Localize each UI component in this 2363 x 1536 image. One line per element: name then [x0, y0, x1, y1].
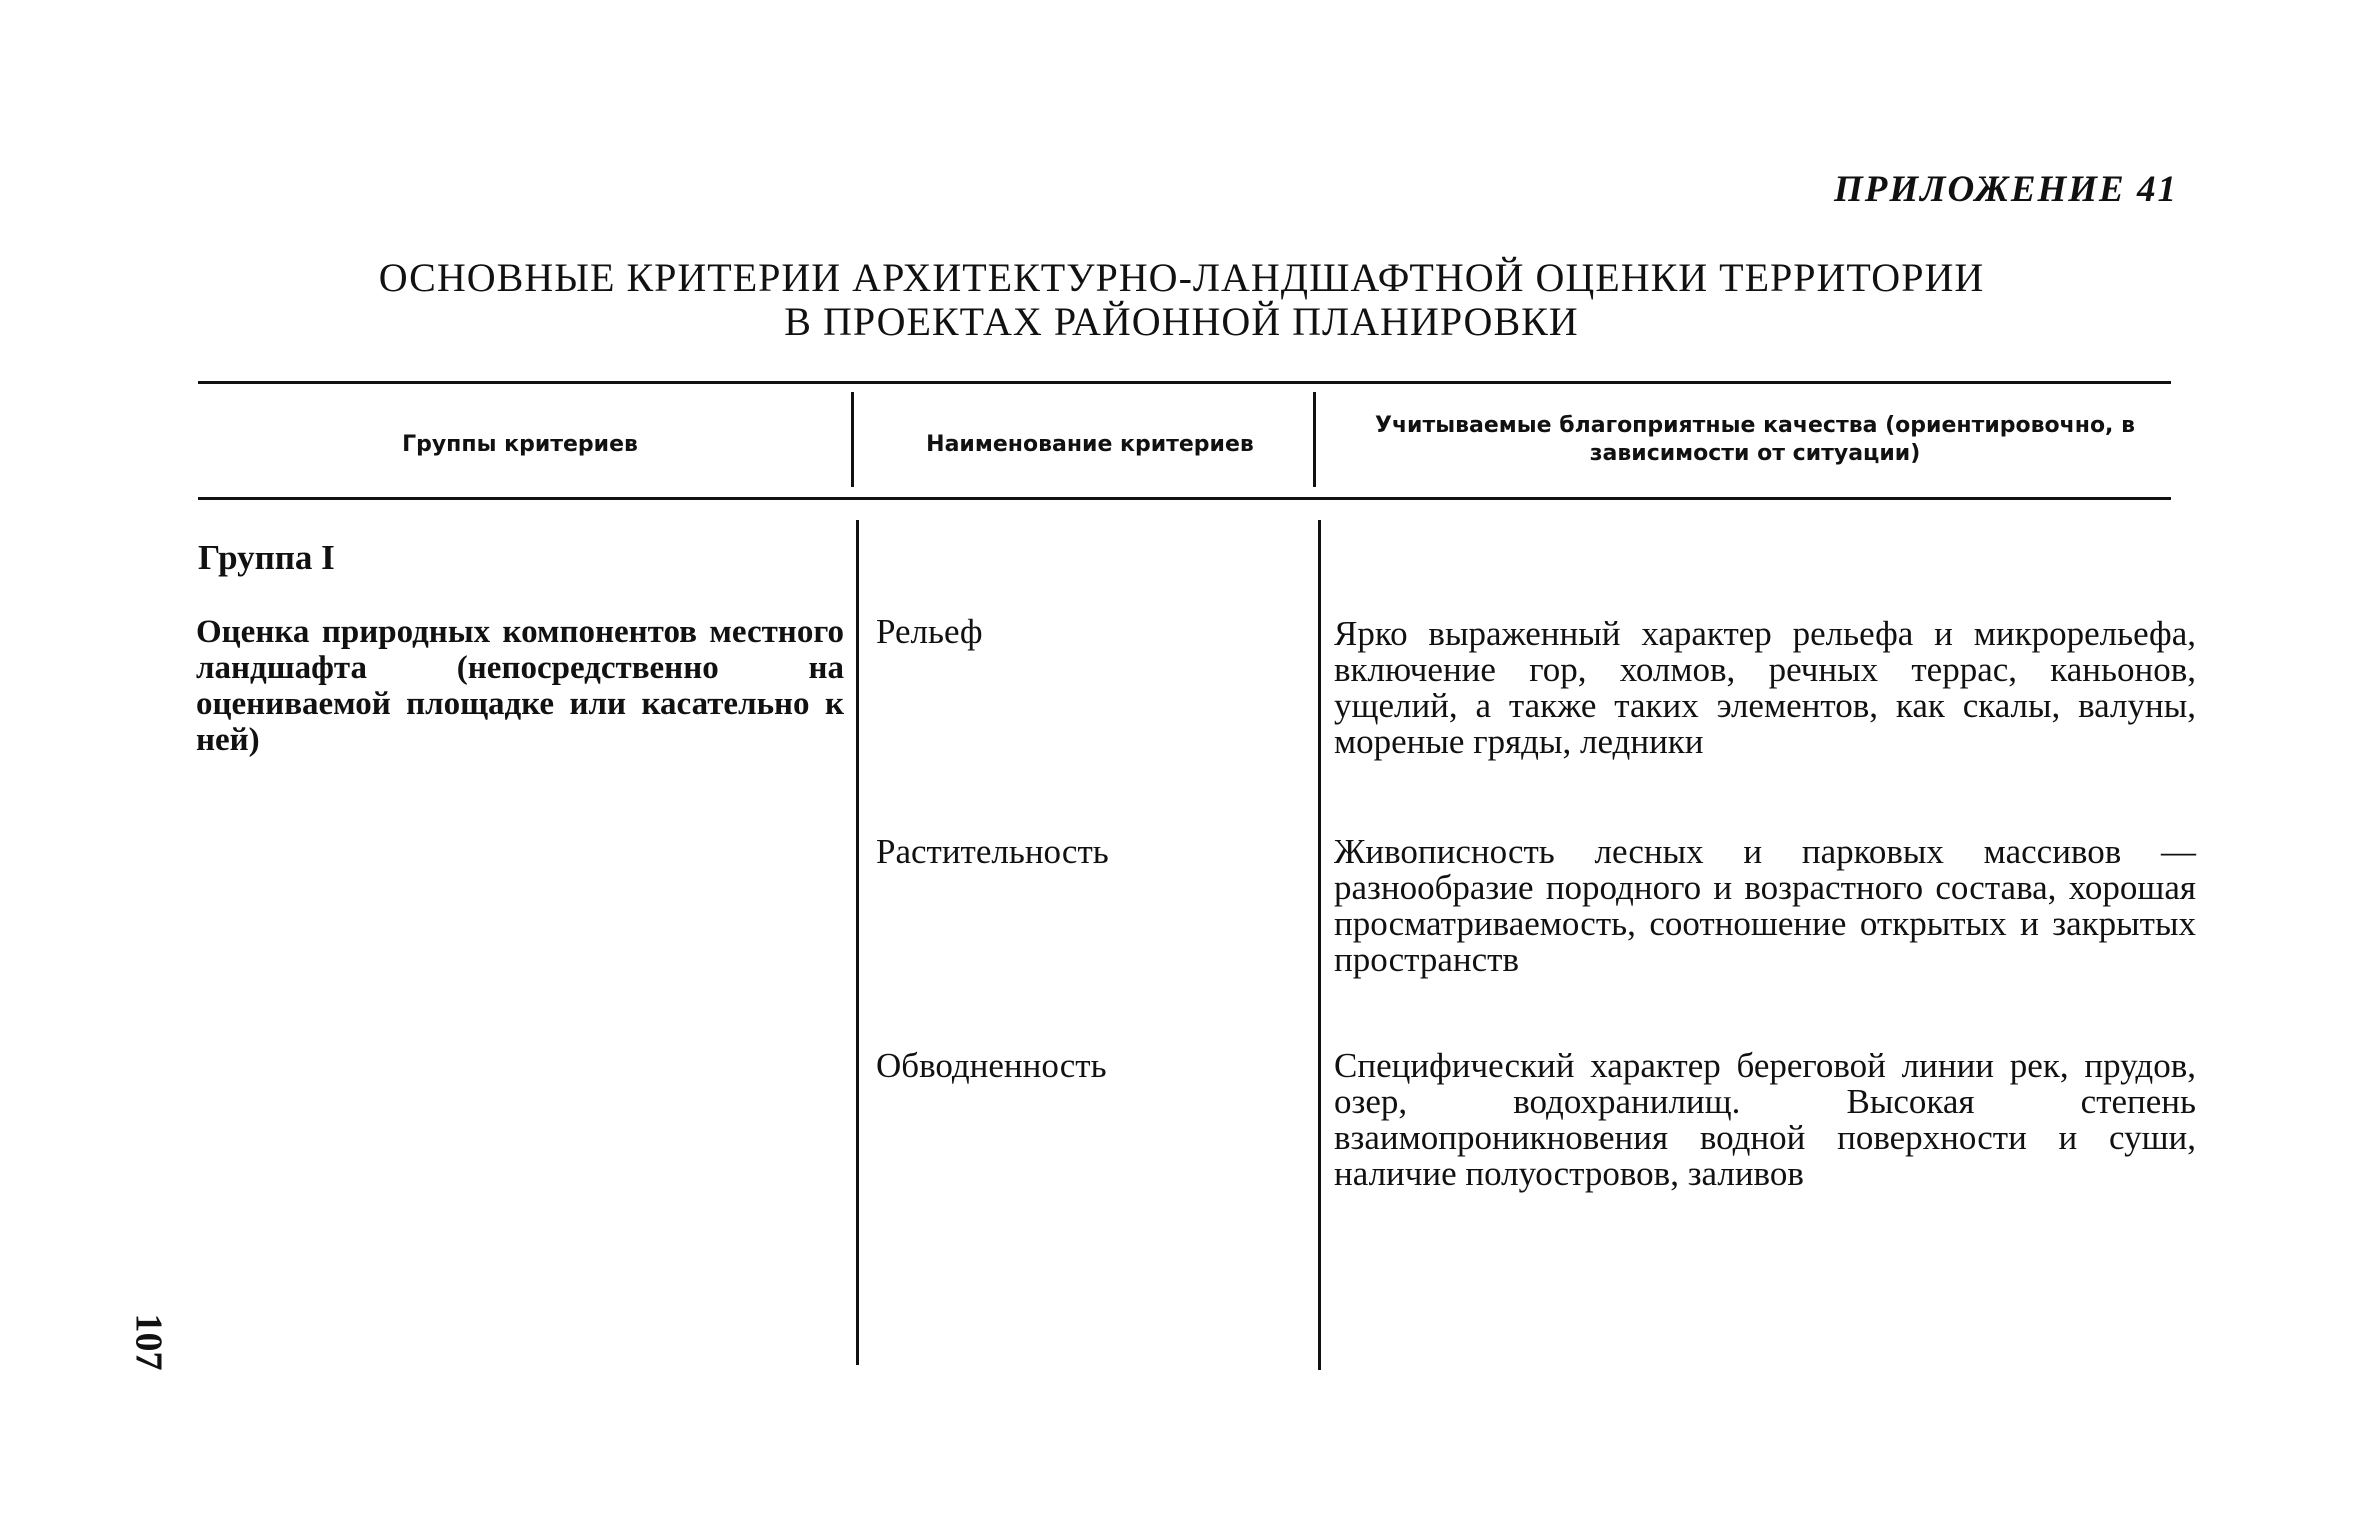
group-title: Группа I [198, 538, 335, 577]
criterion-relief: Рельеф [876, 612, 983, 651]
qualities-relief: Ярко выраженный характер рельефа и микрорельефа, включение гор, холмов, речных террас, каньонов, ущелий, а также таких элементов, как скалы, валуны, мореные гряды, ледники [1334, 614, 2196, 761]
qualities-vegetation: Живописность лесных и парковых массивов — разнообразие породного и возрастного состава, хорошая просматриваемость, соотношение открытых и закрытых пространств [1334, 832, 2196, 979]
page-number: 107 [127, 1313, 170, 1371]
header-qualities: Учитываемые благоприятные качества (ориентировочно, в зависимости от ситуации) [1374, 413, 2135, 466]
body-divider-1 [856, 520, 859, 1365]
header-divider-1 [851, 392, 854, 487]
group-description: Оценка природных компонентов местного ландшафта (непосредственно на оцениваемой площадке или касательно к ней) [196, 614, 844, 758]
appendix-label: ПРИЛОЖЕНИЕ 41 [1834, 169, 2178, 210]
qualities-water: Специфический характер береговой линии рек, прудов, озер, водохранилищ. Высокая степень взаимопроникновения водной поверхности и суши, наличие полуостровов, заливов [1334, 1046, 2196, 1193]
table-header-rule [198, 497, 2171, 500]
criterion-vegetation: Растительность [876, 832, 1109, 871]
criterion-water: Обводненность [876, 1046, 1107, 1085]
table-top-rule [198, 381, 2171, 384]
header-divider-2 [1313, 392, 1316, 487]
document-title-line-1: ОСНОВНЫЕ КРИТЕРИИ АРХИТЕКТУРНО-ЛАНДШАФТНОЙ ОЦЕНКИ ТЕРРИТОРИИ [378, 255, 1985, 300]
header-groups: Группы критериев [402, 432, 638, 457]
document-title-line-2: В ПРОЕКТАХ РАЙОННОЙ ПЛАНИРОВКИ [784, 299, 1579, 344]
body-divider-2 [1318, 520, 1321, 1370]
header-criteria-name: Наименование критериев [926, 432, 1254, 457]
